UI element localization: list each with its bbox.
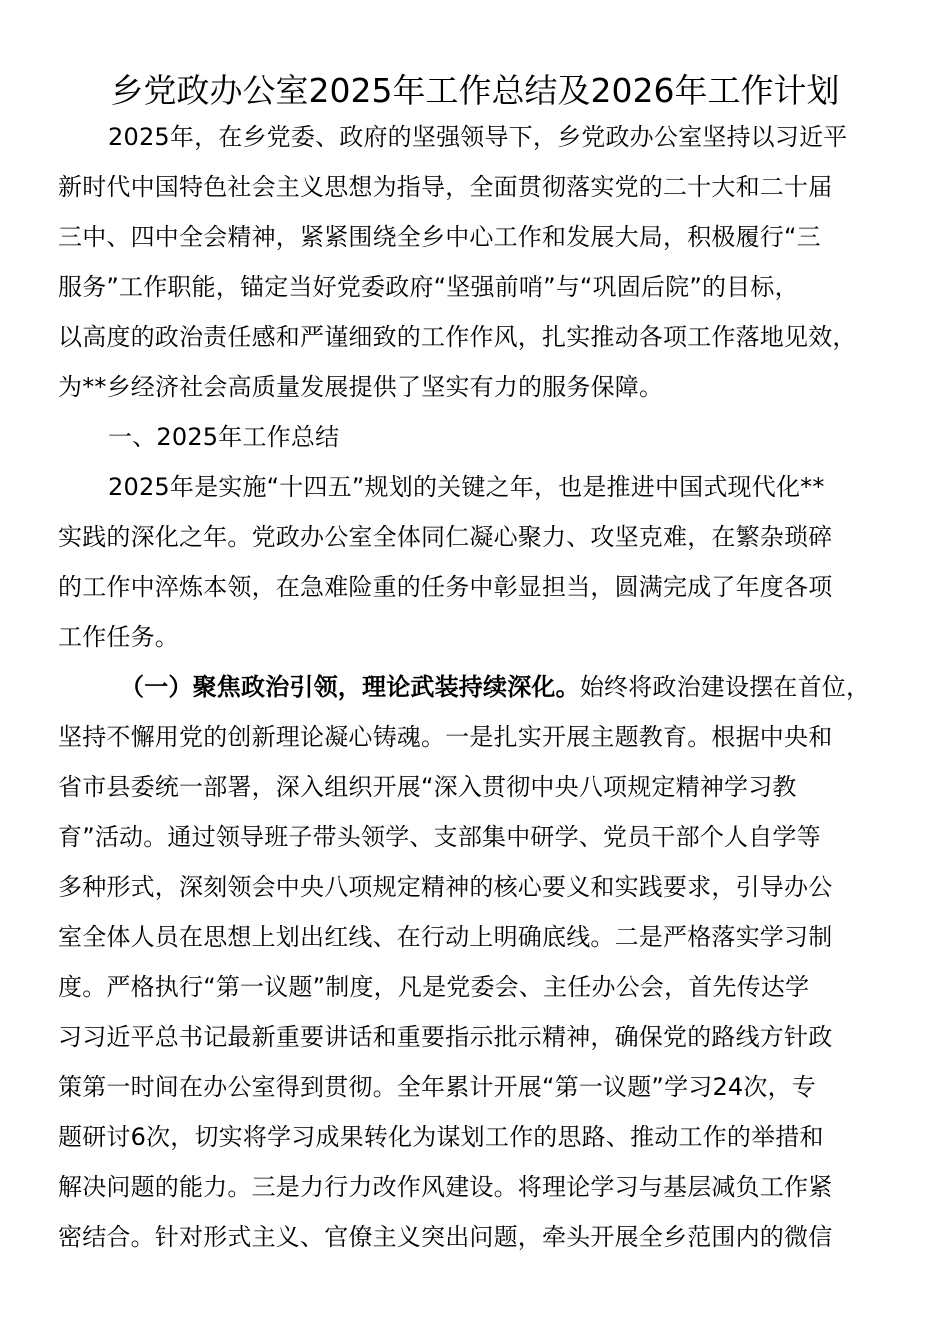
subsection-1-first-line-rest: 始终将政治建设摆在首位， bbox=[579, 673, 871, 701]
intro-line-1: 2025年，在乡党委、政府的坚强领导下，乡党政办公室坚持以习近平 bbox=[108, 123, 848, 151]
intro-line-6: 为**乡经济社会高质量发展提供了坚实有力的服务保障。 bbox=[58, 373, 664, 401]
subsection-1-line-11: 解决问题的能力。三是力行力改作风建设。将理论学习与基层减负工作紧 bbox=[58, 1173, 833, 1201]
section-heading-1: 一、2025年工作总结 bbox=[108, 423, 340, 451]
subsection-1-line-4: 育”活动。通过领导班子带头领学、支部集中研学、党员干部个人自学等 bbox=[58, 823, 821, 851]
intro-line-3: 三中、四中全会精神，紧紧围绕全乡中心工作和发展大局，积极履行“三 bbox=[58, 223, 821, 251]
intro-line-4: 服务”工作职能，锚定当好党委政府“坚强前哨”与“巩固后院”的目标， bbox=[58, 273, 799, 301]
subsection-1-heading: （一）聚焦政治引领，理论武装持续深化。 bbox=[120, 673, 580, 701]
subsection-1-line-9: 策第一时间在办公室得到贯彻。全年累计开展“第一议题”学习24次，专 bbox=[58, 1073, 817, 1101]
intro-line-2: 新时代中国特色社会主义思想为指导，全面贯彻落实党的二十大和二十届 bbox=[58, 173, 833, 201]
subsection-1-line-5: 多种形式，深刻领会中央八项规定精神的核心要义和实践要求，引导办公 bbox=[58, 873, 833, 901]
subsection-1-line-6: 室全体人员在思想上划出红线、在行动上明确底线。二是严格落实学习制 bbox=[58, 923, 833, 951]
subsection-1-line-8: 习习近平总书记最新重要讲话和重要指示批示精神，确保党的路线方针政 bbox=[58, 1023, 833, 1051]
subsection-1-first-line bbox=[120, 672, 950, 702]
subsection-1-line-10: 题研讨6次，切实将学习成果转化为谋划工作的思路、推动工作的举措和 bbox=[58, 1123, 824, 1151]
subsection-1-line-3: 省市县委统一部署，深入组织开展“深入贯彻中央八项规定精神学习教 bbox=[58, 773, 797, 801]
section-intro-line-4: 工作任务。 bbox=[58, 623, 179, 651]
section-intro-line-3: 的工作中淬炼本领，在急难险重的任务中彰显担当，圆满完成了年度各项 bbox=[58, 573, 833, 601]
section-intro-line-1: 2025年是实施“十四五”规划的关键之年，也是推进中国式现代化** bbox=[108, 473, 825, 501]
intro-line-5: 以高度的政治责任感和严谨细致的工作作风，扎实推动各项工作落地见效， bbox=[58, 323, 857, 351]
document-title: 乡党政办公室2025年工作总结及2026年工作计划 bbox=[110, 71, 840, 110]
subsection-1-line-2: 坚持不懈用党的创新理论凝心铸魂。一是扎实开展主题教育。根据中央和 bbox=[58, 723, 833, 751]
section-intro-line-2: 实践的深化之年。党政办公室全体同仁凝心聚力、攻坚克难，在繁杂琐碎 bbox=[58, 523, 833, 551]
subsection-1-line-7: 度。严格执行“第一议题”制度，凡是党委会、主任办公会，首先传达学 bbox=[58, 973, 810, 1001]
subsection-1-line-12: 密结合。针对形式主义、官僚主义突出问题，牵头开展全乡范围内的微信 bbox=[58, 1223, 833, 1251]
